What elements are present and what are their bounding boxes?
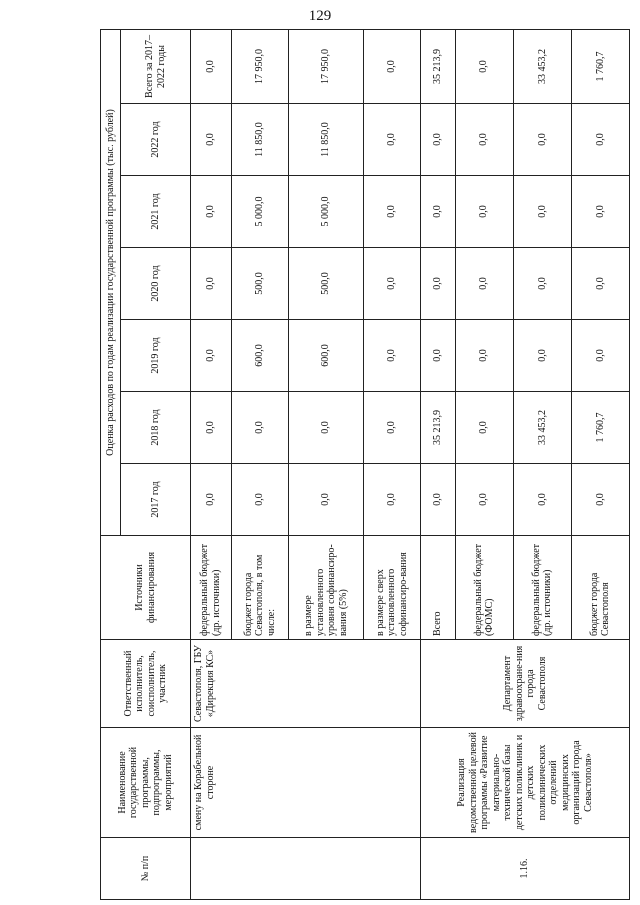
cell-value: 0,0 bbox=[571, 320, 629, 392]
cell-source: федеральный бюджет (др. источники) bbox=[191, 536, 232, 640]
cell-source: Всего bbox=[421, 536, 455, 640]
header-year: 2018 год bbox=[121, 392, 191, 464]
cell-value: 0,0 bbox=[421, 464, 455, 536]
cell-value: 0,0 bbox=[455, 176, 513, 248]
cell-value: 600,0 bbox=[289, 320, 363, 392]
cell-value: 1 760,7 bbox=[571, 392, 629, 464]
cell-responsible: Севастополя, ГБУ «Дирекция КС» bbox=[191, 640, 421, 728]
cell-value: 0,0 bbox=[289, 392, 363, 464]
cell-value: 5 000,0 bbox=[289, 176, 363, 248]
cell-value: 0,0 bbox=[513, 104, 571, 176]
cell-source: федеральный бюджет (ФОМС) bbox=[455, 536, 513, 640]
cell-value: 0,0 bbox=[513, 464, 571, 536]
cell-value: 0,0 bbox=[231, 392, 289, 464]
cell-value: 0,0 bbox=[455, 104, 513, 176]
cell-value: 0,0 bbox=[363, 248, 421, 320]
cell-value: 600,0 bbox=[231, 320, 289, 392]
cell-value: 0,0 bbox=[513, 320, 571, 392]
cell-source: в размере сверх установленного софинансиро-вания bbox=[363, 536, 421, 640]
cell-value: 0,0 bbox=[191, 248, 232, 320]
cell-value: 5 000,0 bbox=[231, 176, 289, 248]
cell-value: 500,0 bbox=[231, 248, 289, 320]
cell-value: 0,0 bbox=[289, 464, 363, 536]
cell-value: 0,0 bbox=[513, 176, 571, 248]
header-group: Оценка расходов по годам реализации государственной программы (тыс. рублей) bbox=[101, 29, 121, 535]
cell-name: смену на Корабельной стороне bbox=[191, 728, 421, 838]
header-year: 2021 год bbox=[121, 176, 191, 248]
cell-value: 0,0 bbox=[191, 464, 232, 536]
cell-value: 0,0 bbox=[421, 248, 455, 320]
cell-value: 11 850,0 bbox=[289, 104, 363, 176]
cell-value: 17 950,0 bbox=[231, 29, 289, 103]
header-responsible: Ответственный исполнитель, соисполнитель, участник bbox=[101, 640, 191, 728]
cell-value: 500,0 bbox=[289, 248, 363, 320]
cell-value: 35 213,9 bbox=[421, 29, 455, 103]
cell-source: бюджет города Севастополя, в том числе: bbox=[231, 536, 289, 640]
cell-value: 0,0 bbox=[363, 29, 421, 103]
cell-name: Реализация ведомственной целевой программы «Развитие материально-технической базы детских поликлиник и детских поликлинических отделений медицинских организаций города Севастополя» bbox=[421, 728, 630, 838]
cell-source: в размере установленного уровня софинансиро-вания (5%) bbox=[289, 536, 363, 640]
cell-value: 0,0 bbox=[363, 176, 421, 248]
cell-value: 0,0 bbox=[571, 176, 629, 248]
cell-responsible: Департамент здравоохране-ния города Севастополя bbox=[421, 640, 630, 728]
cell-value: 0,0 bbox=[363, 392, 421, 464]
cell-value: 0,0 bbox=[455, 248, 513, 320]
cell-value: 0,0 bbox=[231, 464, 289, 536]
header-year: 2019 год bbox=[121, 320, 191, 392]
cell-value: 0,0 bbox=[191, 392, 232, 464]
header-year: 2022 год bbox=[121, 104, 191, 176]
cell-num: 1.16. bbox=[421, 838, 630, 900]
page-number: 129 bbox=[308, 8, 332, 24]
cell-value: 0,0 bbox=[455, 320, 513, 392]
header-source: Источники финансирования bbox=[101, 536, 191, 640]
cell-source: бюджет города Севастополя bbox=[571, 536, 629, 640]
cell-value: 0,0 bbox=[191, 176, 232, 248]
cell-num bbox=[191, 838, 421, 900]
header-total: Всего за 2017–2022 годы bbox=[121, 29, 191, 103]
cell-value: 0,0 bbox=[363, 104, 421, 176]
cell-value: 0,0 bbox=[455, 392, 513, 464]
cell-value: 0,0 bbox=[363, 464, 421, 536]
cell-value: 0,0 bbox=[191, 104, 232, 176]
header-name: Наименование государственной программы, подпрограммы, мероприятий bbox=[101, 728, 191, 838]
cell-value: 0,0 bbox=[571, 104, 629, 176]
cell-value: 0,0 bbox=[421, 176, 455, 248]
budget-table bbox=[100, 29, 630, 900]
header-year: 2020 год bbox=[121, 248, 191, 320]
cell-value: 0,0 bbox=[513, 248, 571, 320]
table-row bbox=[191, 29, 232, 899]
cell-value: 0,0 bbox=[455, 29, 513, 103]
header-num: № п/п bbox=[101, 838, 191, 900]
cell-value: 0,0 bbox=[455, 464, 513, 536]
cell-value: 11 850,0 bbox=[231, 104, 289, 176]
cell-value: 0,0 bbox=[571, 248, 629, 320]
cell-value: 0,0 bbox=[421, 104, 455, 176]
cell-value: 0,0 bbox=[421, 320, 455, 392]
table-row bbox=[421, 29, 455, 899]
cell-value: 33 453,2 bbox=[513, 392, 571, 464]
header-year: 2017 год bbox=[121, 464, 191, 536]
cell-value: 35 213,9 bbox=[421, 392, 455, 464]
cell-value: 0,0 bbox=[191, 29, 232, 103]
cell-value: 1 760,7 bbox=[571, 29, 629, 103]
cell-value: 33 453,2 bbox=[513, 29, 571, 103]
cell-value: 0,0 bbox=[363, 320, 421, 392]
rotated-table-sheet bbox=[100, 30, 630, 900]
cell-value: 0,0 bbox=[191, 320, 232, 392]
cell-source: федеральный бюджет (др. источники) bbox=[513, 536, 571, 640]
cell-value: 0,0 bbox=[571, 464, 629, 536]
cell-value: 17 950,0 bbox=[289, 29, 363, 103]
